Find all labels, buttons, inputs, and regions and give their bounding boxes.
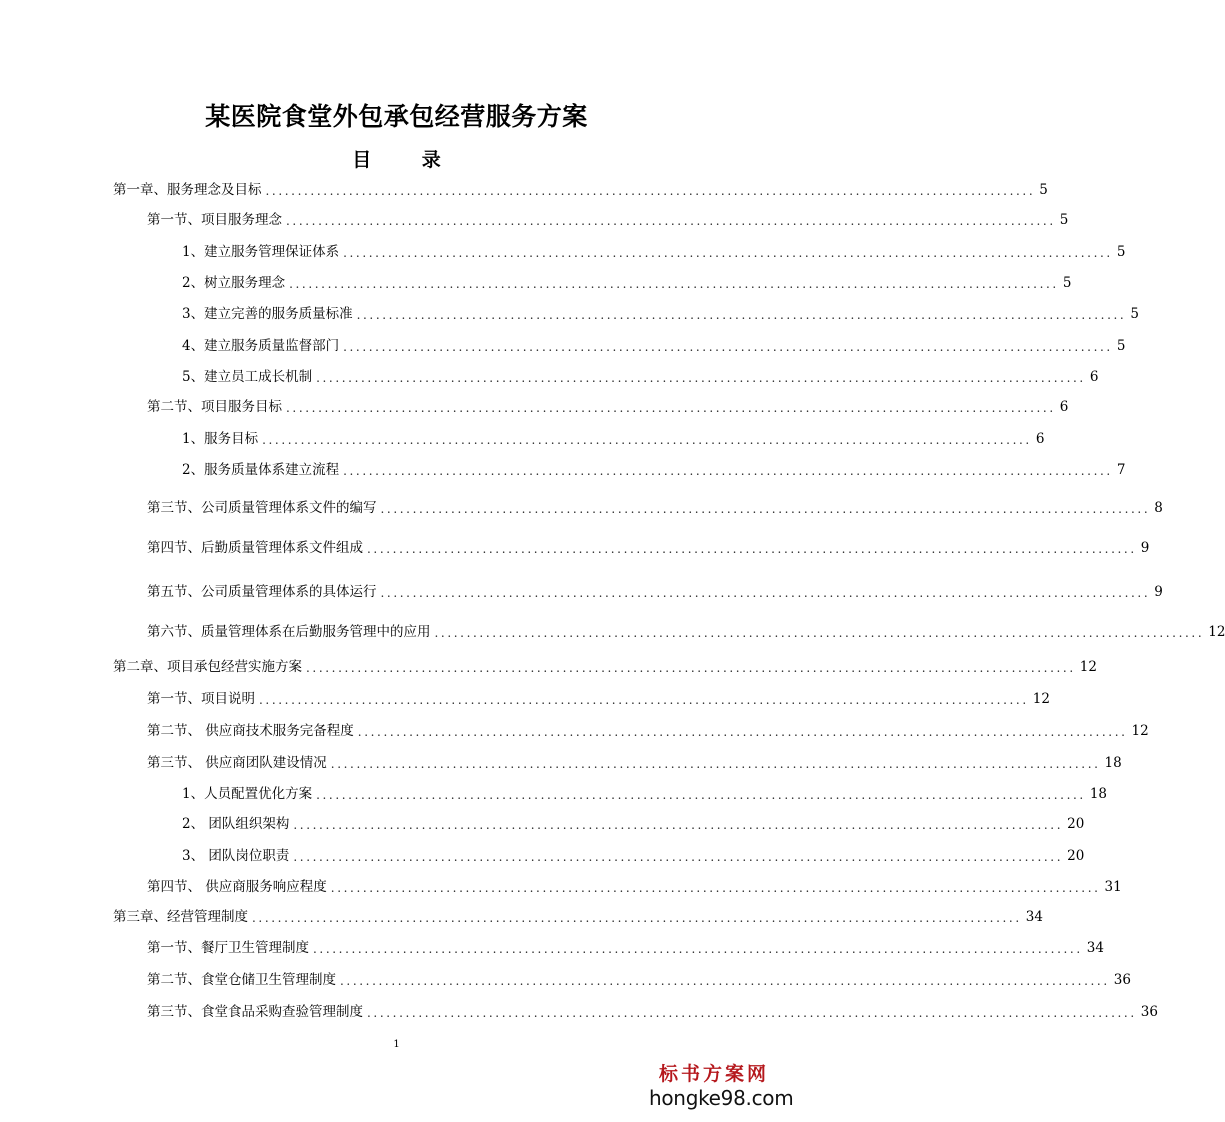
toc-leader-dots: ........................................................................................................................ [252, 911, 1022, 925]
toc-entry[interactable] [113, 654, 1097, 676]
toc-entry[interactable] [182, 239, 1126, 261]
toc-entry[interactable] [113, 177, 1048, 199]
toc-entry-label: 4、建立服务质量监督部门 [182, 338, 340, 354]
toc-entry-label: 第二节、食堂仓储卫生管理制度 [147, 972, 336, 988]
toc-leader-dots: ........................................................................................................................ [330, 757, 1101, 771]
toc-entry-page: 36 [1140, 1004, 1158, 1020]
toc-entry-label: 2、 团队组织架构 [182, 816, 290, 832]
toc-entry-page: 34 [1025, 909, 1043, 925]
toc-entry[interactable] [147, 874, 1122, 896]
toc-leader-dots: ........................................................................................................................ [316, 788, 1086, 802]
toc-entry-page: 5 [1059, 212, 1069, 228]
toc-entry-label: 第一章、服务理念及目标 [113, 182, 262, 198]
toc-entry-page: 5 [1130, 306, 1139, 322]
toc-entry[interactable] [182, 364, 1099, 386]
toc-leader-dots: ........................................................................................................................ [330, 881, 1101, 895]
toc-entry-label: 1、服务目标 [182, 431, 259, 447]
toc-entry-label: 第三节、公司质量管理体系文件的编写 [147, 500, 377, 516]
toc-entry-label: 2、服务质量体系建立流程 [182, 462, 340, 478]
toc-entry[interactable] [147, 619, 1225, 641]
toc-entry[interactable] [147, 967, 1131, 989]
toc-entry-page: 18 [1104, 755, 1122, 771]
toc-entry[interactable] [147, 935, 1104, 957]
toc-entry[interactable] [182, 301, 1139, 323]
toc-leader-dots: ........................................................................................................................ [293, 818, 1064, 832]
toc-leader-dots: ........................................................................................................................ [434, 626, 1205, 640]
toc-entry-label: 第五节、公司质量管理体系的具体运行 [147, 584, 377, 600]
toc-leader-dots: ........................................................................................................................ [343, 464, 1113, 478]
toc-entry-page: 12 [1131, 723, 1149, 739]
toc-leader-dots: ........................................................................................................................ [286, 401, 1056, 415]
toc-entry[interactable] [147, 579, 1163, 601]
toc-entry-label: 第一节、餐厅卫生管理制度 [147, 940, 309, 956]
toc-entry-label: 第二章、项目承包经营实施方案 [113, 659, 302, 675]
toc-leader-dots: ........................................................................................................................ [313, 942, 1083, 956]
toc-entry-page: 12 [1208, 624, 1225, 640]
toc-leader-dots: ........................................................................................................................ [293, 850, 1064, 864]
toc-entry-label: 第三章、经营管理制度 [113, 909, 248, 925]
toc-entry-page: 12 [1032, 691, 1050, 707]
toc-entry-label: 第二节、 供应商技术服务完备程度 [147, 723, 354, 739]
toc-entry[interactable] [182, 843, 1085, 865]
toc-leader-dots: ........................................................................................................................ [380, 502, 1151, 516]
toc-entry[interactable] [147, 394, 1069, 416]
toc-entry-label: 2、树立服务理念 [182, 275, 286, 291]
toc-entry-label: 第三节、食堂食品采购查验管理制度 [147, 1004, 363, 1020]
toc-leader-dots: ........................................................................................................................ [356, 308, 1127, 322]
toc-entry-page: 34 [1086, 940, 1104, 956]
toc-leader-dots: ........................................................................................................................ [265, 184, 1036, 198]
toc-leader-dots: ........................................................................................................................ [289, 277, 1059, 291]
toc-leader-dots: ........................................................................................................................ [343, 340, 1113, 354]
toc-entry-page: 7 [1116, 462, 1126, 478]
toc-entry-page: 36 [1113, 972, 1131, 988]
toc-heading: 目 录 [352, 149, 463, 171]
toc-entry[interactable] [113, 904, 1043, 926]
toc-entry-page: 18 [1089, 786, 1108, 802]
toc-entry[interactable] [182, 781, 1108, 803]
toc-leader-dots: ........................................................................................................................ [367, 1006, 1137, 1020]
toc-entry-page: 20 [1067, 848, 1085, 864]
toc-entry-label: 第六节、质量管理体系在后勤服务管理中的应用 [147, 624, 431, 640]
toc-entry-page: 6 [1089, 369, 1099, 385]
toc-entry[interactable] [147, 207, 1069, 229]
toc-entry-label: 3、 团队岗位职责 [182, 848, 290, 864]
toc-entry-page: 12 [1079, 659, 1097, 675]
toc-entry[interactable] [147, 495, 1163, 517]
toc-entry[interactable] [147, 718, 1149, 740]
toc-entry-label: 5、建立员工成长机制 [182, 369, 313, 385]
toc-leader-dots: ........................................................................................................................ [357, 725, 1128, 739]
toc-entry-page: 5 [1062, 275, 1072, 291]
toc-entry-page: 9 [1140, 540, 1150, 556]
toc-entry[interactable] [182, 811, 1085, 833]
toc-leader-dots: ........................................................................................................................ [259, 693, 1029, 707]
toc-leader-dots: ........................................................................................................................ [306, 661, 1076, 675]
toc-entry[interactable] [182, 270, 1072, 292]
toc-entry-label: 1、建立服务管理保证体系 [182, 244, 340, 260]
toc-entry-page: 9 [1154, 584, 1163, 600]
page-number: 1 [393, 1039, 400, 1050]
toc-entry-label: 第四节、后勤质量管理体系文件组成 [147, 540, 363, 556]
toc-leader-dots: ........................................................................................................................ [343, 246, 1113, 260]
toc-entry-label: 1、人员配置优化方案 [182, 786, 313, 802]
page-title: 某医院食堂外包承包经营服务方案 [205, 102, 588, 131]
toc-leader-dots: ........................................................................................................................ [262, 433, 1032, 447]
toc-entry-page: 31 [1104, 879, 1122, 895]
watermark-logo [649, 1062, 794, 1110]
toc-leader-dots: ........................................................................................................................ [286, 214, 1056, 228]
toc-entry-page: 8 [1154, 500, 1163, 516]
toc-entry[interactable] [147, 535, 1150, 557]
toc-entry-label: 第一节、项目服务理念 [147, 212, 282, 228]
toc-entry[interactable] [147, 686, 1050, 708]
toc-entry-label: 3、建立完善的服务质量标准 [182, 306, 353, 322]
toc-entry-label: 第三节、 供应商团队建设情况 [147, 755, 327, 771]
toc-entry[interactable] [182, 457, 1126, 479]
toc-entry[interactable] [147, 999, 1158, 1021]
toc-leader-dots: ........................................................................................................................ [316, 371, 1086, 385]
toc-leader-dots: ........................................................................................................................ [340, 974, 1110, 988]
watermark-url: hongke98.com [649, 1086, 794, 1110]
watermark-title: 标书方案网 [658, 1063, 769, 1085]
toc-entry-page: 6 [1035, 431, 1045, 447]
toc-entry-page: 5 [1116, 244, 1126, 260]
toc-entry[interactable] [147, 750, 1122, 772]
toc-leader-dots: ........................................................................................................................ [380, 586, 1151, 600]
toc-entry-label: 第二节、项目服务目标 [147, 399, 282, 415]
toc-entry-page: 20 [1067, 816, 1085, 832]
toc-entry[interactable] [182, 426, 1045, 448]
toc-entry-page: 5 [1116, 338, 1126, 354]
toc-entry-page: 6 [1059, 399, 1069, 415]
toc-leader-dots: ........................................................................................................................ [367, 542, 1137, 556]
toc-entry-page: 5 [1039, 182, 1048, 198]
toc-entry-label: 第四节、 供应商服务响应程度 [147, 879, 327, 895]
toc-entry-label: 第一节、项目说明 [147, 691, 255, 707]
toc-entry[interactable] [182, 333, 1126, 355]
